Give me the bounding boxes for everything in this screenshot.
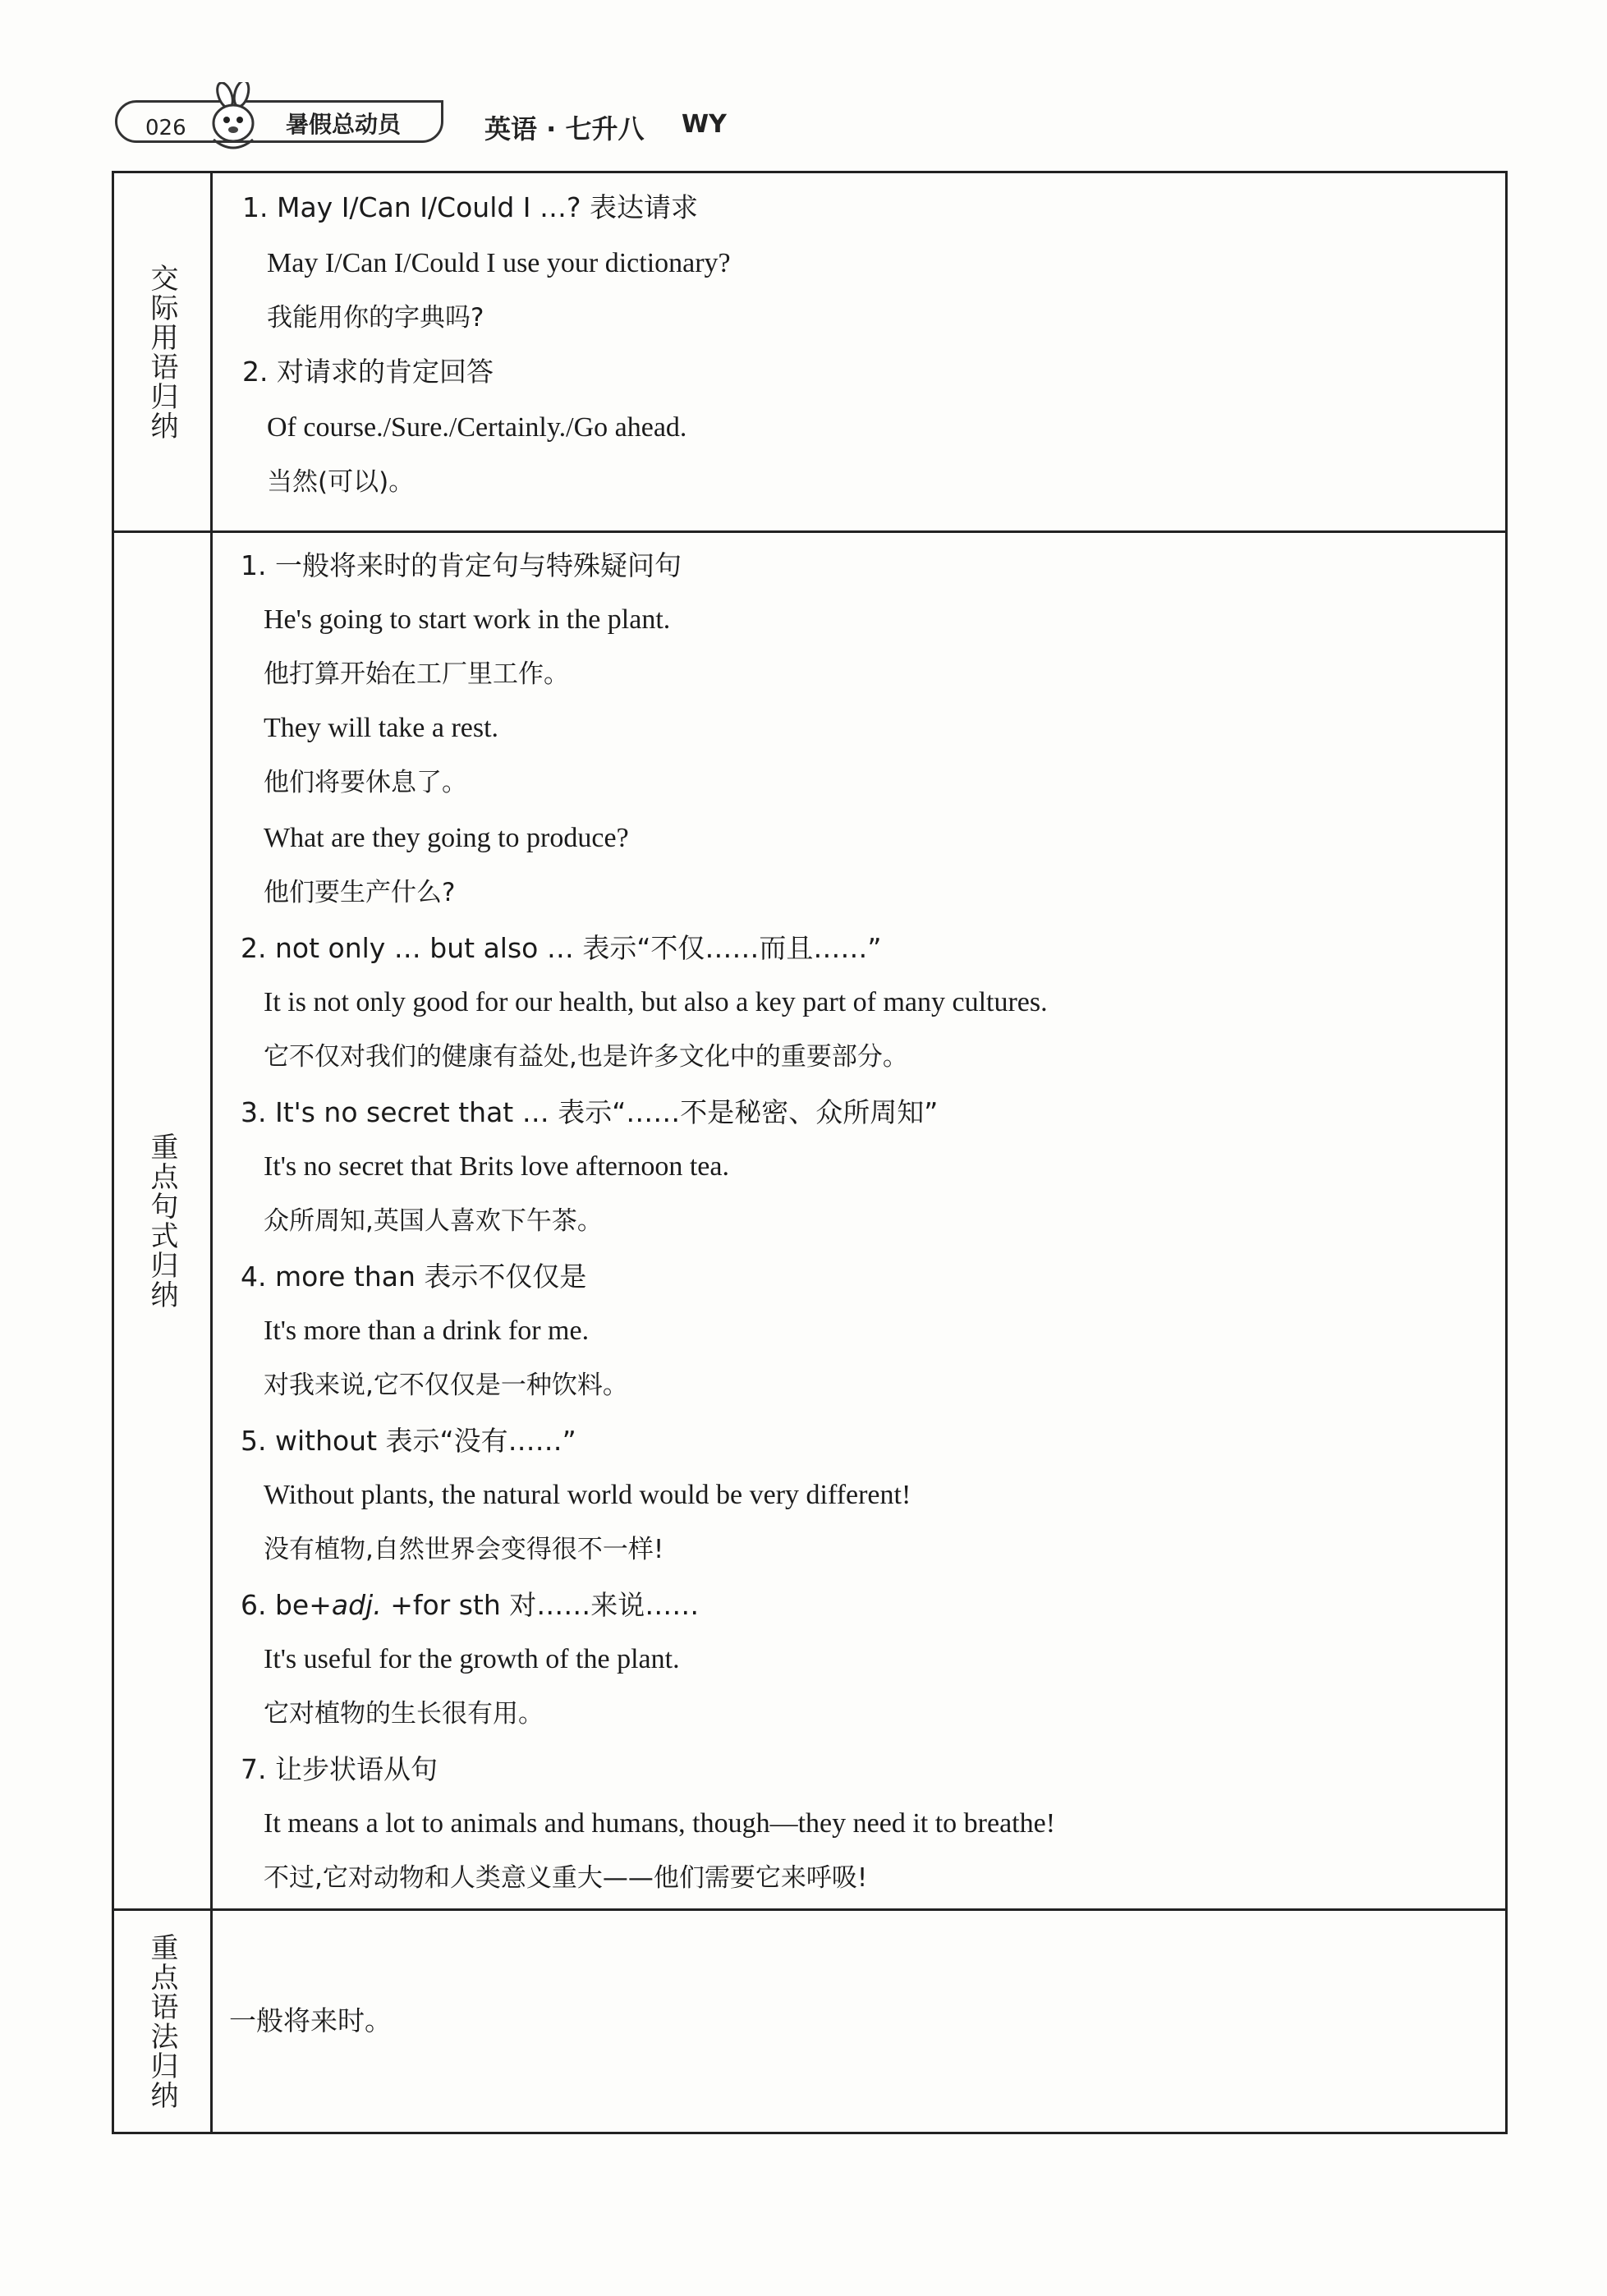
text-fragment-italic: adj. bbox=[331, 1589, 382, 1621]
text-line: 他打算开始在工厂里工作。 bbox=[264, 659, 569, 689]
subject-title: 英语 · 七升八 bbox=[484, 113, 645, 145]
text-line: It means a lot to animals and humans, though—they need it to breathe! bbox=[264, 1808, 1056, 1839]
text-line: 它对植物的生长很有用。 bbox=[264, 1699, 544, 1729]
series-title: 暑假总动员 bbox=[286, 111, 402, 138]
section-content bbox=[213, 173, 1505, 530]
page-header bbox=[115, 97, 1511, 154]
text-line: He's going to start work in the plant. bbox=[264, 604, 671, 635]
edition-label: WY bbox=[682, 110, 727, 139]
text-line: 2. not only … but also … 表示“不仅……而且……” bbox=[241, 932, 882, 964]
text-line: 他们将要休息了。 bbox=[264, 768, 467, 797]
text-line: Of course./Sure./Certainly./Go ahead. bbox=[267, 412, 687, 443]
page-number: 026 bbox=[145, 116, 186, 140]
text-line: 1. 一般将来时的肯定句与特殊疑问句 bbox=[241, 549, 682, 581]
section-communication bbox=[114, 173, 1505, 533]
text-line: May I/Can I/Could I use your dictionary? bbox=[267, 248, 731, 278]
text-fragment: 6. be+ bbox=[241, 1589, 332, 1621]
section-label-text: 重点句式归纳 bbox=[145, 1132, 178, 1310]
section-label bbox=[114, 533, 213, 1908]
text-line: 5. without 表示“没有……” bbox=[241, 1425, 576, 1457]
text-line: It is not only good for our health, but also a key part of many cultures. bbox=[264, 987, 1048, 1017]
text-line: 对我来说,它不仅仅是一种饮料。 bbox=[264, 1371, 628, 1400]
text-line: 他们要生产什么? bbox=[264, 878, 456, 907]
section-content bbox=[213, 1911, 1505, 2132]
text-fragment: +for sth 对……来说…… bbox=[381, 1589, 700, 1621]
text-line: Without plants, the natural world would be very different! bbox=[264, 1480, 911, 1510]
section-content bbox=[213, 533, 1505, 1908]
text-line: What are they going to produce? bbox=[264, 823, 629, 853]
text-line: It's useful for the growth of the plant. bbox=[264, 1644, 680, 1674]
bunny-mascot-icon bbox=[200, 82, 266, 153]
text-line: 4. more than 表示不仅仅是 bbox=[241, 1261, 587, 1293]
text-line: 7. 让步状语从句 bbox=[241, 1753, 438, 1785]
section-label-text: 重点语法归纳 bbox=[145, 1932, 178, 2110]
text-line bbox=[241, 1589, 699, 1622]
text-line: 众所周知,英国人喜欢下午茶。 bbox=[264, 1206, 603, 1236]
text-line: 它不仅对我们的健康有益处,也是许多文化中的重要部分。 bbox=[264, 1042, 908, 1072]
text-line: 3. It's no secret that … 表示“……不是秘密、众所周知” bbox=[241, 1096, 939, 1128]
text-line: 我能用你的字典吗? bbox=[267, 303, 484, 333]
section-key-sentences bbox=[114, 533, 1505, 1911]
section-label-text: 交际用语归纳 bbox=[145, 263, 178, 441]
text-line: They will take a rest. bbox=[264, 713, 499, 743]
text-line: 不过,它对动物和人类意义重大——他们需要它来呼吸! bbox=[264, 1863, 868, 1893]
text-line: 2. 对请求的肯定回答 bbox=[242, 356, 494, 388]
text-line: 一般将来时。 bbox=[229, 2004, 392, 2037]
text-line: 没有植物,自然世界会变得很不一样! bbox=[264, 1535, 664, 1564]
summary-table bbox=[112, 171, 1508, 2134]
section-label bbox=[114, 173, 213, 530]
text-line: 1. May I/Can I/Could I …? 表达请求 bbox=[242, 191, 699, 223]
text-line: It's no secret that Brits love afternoon tea. bbox=[264, 1151, 729, 1182]
section-grammar bbox=[114, 1911, 1505, 2132]
text-line: 当然(可以)。 bbox=[267, 467, 415, 497]
section-label bbox=[114, 1911, 213, 2132]
text-line: It's more than a drink for me. bbox=[264, 1316, 590, 1346]
